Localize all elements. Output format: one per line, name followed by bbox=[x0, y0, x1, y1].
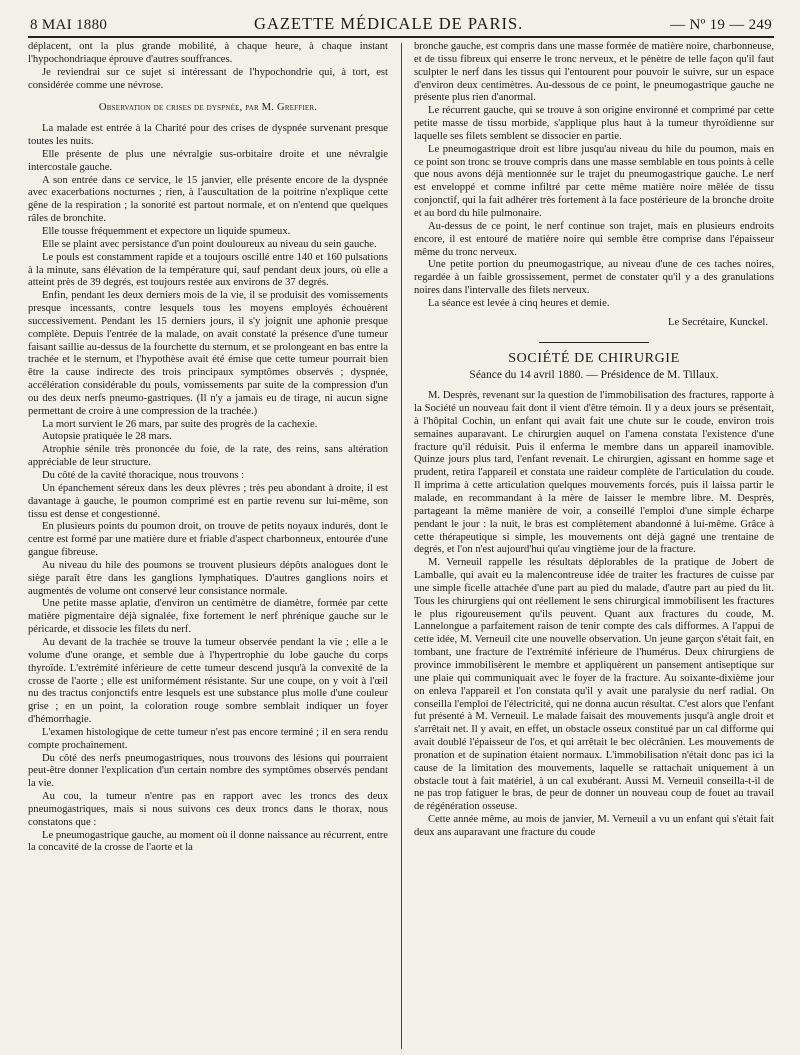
column-divider bbox=[401, 43, 402, 1049]
paragraph: Elle présente de plus une névralgie sus-orbitaire droite et une névralgie intercostale gauche. bbox=[28, 148, 388, 173]
paragraph: La malade est entrée à la Charité pour des crises de dyspnée survenant presque toutes les nuits. bbox=[28, 123, 388, 148]
page-header bbox=[28, 14, 774, 38]
paragraph: Atrophie sénile très prononcée du foie, de la rate, des reins, sans altération appréciable de leur structure. bbox=[28, 444, 388, 469]
paragraph: Le pneumogastrique droit est libre jusqu'au niveau du hile du poumon, mais en ce point son tronc se trouve compris dans une masse semblable en tous points à celle que nous avons déjà mentionnée sur le trajet du pneumogastrique gauche. Le nerf est enveloppé et comme infiltré par cette même matière noire mêlée de tissu conjonctif, qui la fait adhérer très fortement à la face postérieure de la bronche droite et au bord du hile pulmonaire. bbox=[414, 143, 774, 219]
session-line: Séance du 14 avril 1880. — Présidence de M. Tillaux. bbox=[469, 369, 719, 382]
paragraph: Le pouls est constamment rapide et a toujours oscillé entre 140 et 160 pulsations à la minute, sans élévation de la température qui, sauf pendant deux jours, où elle a atteint près de 39 degrés, est toujours restée aux environs de 37 degrés. bbox=[28, 251, 388, 289]
paragraph: Je reviendrai sur ce sujet si intéressant de l'hypochondrie qui, à tort, est considérée comme une névrose. bbox=[28, 66, 388, 91]
section-separator bbox=[539, 342, 649, 343]
paragraph: Une petite portion du pneumogastrique, au niveau d'une de ces taches noires, regardée à un faible grossissement, permet de constater qu'il y a des granulations noires dans l'intervalle des filets nerveux. bbox=[414, 259, 774, 297]
paragraph: Le pneumogastrique gauche, au moment où il donne naissance au récurrent, entre la concavité de la crosse de l'aorte et la bbox=[28, 829, 388, 854]
paragraph: Au devant de la trachée se trouve la tumeur observée pendant la vie ; elle a le volume d'une orange, et semble due à l'hypertrophie du lobe gauche du corps thyroïde. L'extrémité inférieure de cette tumeur descend jusqu'à la convexité de la crosse de l'aorte ; elle est uniformément résistante. Sur une coupe, on y voit à l'œil nu des tractus conjonctifs entre lesquels est une substance plus molle d'une couleur grise ; en un point, la coloration rouge sombre semblait indiquer un foyer d'hémorrhagie. bbox=[28, 636, 388, 726]
paragraph: Une petite masse aplatie, d'environ un centimètre de diamètre, formée par cette matière pigmentaire déjà signalée, fixe fortement le nerf phrénique gauche sur le péricarde, et dissocie les filets du nerf. bbox=[28, 598, 388, 636]
secretary-signature: Le Secrétaire, Kunckel. bbox=[668, 316, 768, 328]
paragraph: L'examen histologique de cette tumeur n'est pas encore terminé ; il en sera rendu compte prochainement. bbox=[28, 726, 388, 751]
paragraph: Cette année même, au mois de janvier, M. Verneuil a vu un enfant qui s'était fait deux ans auparavant une fracture du coude bbox=[414, 814, 774, 838]
autopsy-heading: Autopsie pratiquée le 28 mars. bbox=[42, 431, 172, 443]
paragraph: Au cou, la tumeur n'entre pas en rapport avec les troncs des deux pneumogastriques, mais si nous suivons ces deux troncs dans le thorax, nous constatons que : bbox=[28, 791, 388, 828]
paragraph: M. Verneuil rappelle les résultats déplorables de la pratique de Jobert de Lamballe, qui avait eu la malencontreuse idée de traiter les fractures de cuisse par une simple ficelle attachée d'une part au pied du malade, d'autre part au pied du lit. Tous les chirurgiens qui ont réellement le sens chirurgical immobilisent les fractures le plus rigoureusement qu'ils peuvent. Quant aux fractures du coude, M. Lannelongue a parfaitement raison de tenir compte des cals difformes. A l'appui de cette idée, M. Verneuil cite une nouvelle observation. Un jeune garçon s'était fait, en tombant, une fracture de l'extrémité inférieure de l'humérus. Deux chirurgiens de province immobilisèrent le membre et appliquèrent un pansement antiseptique sur une plaie qui communiquait avec le foyer de la fracture. Au soixante-dixième jour on enleva l'appareil et l'on constata qu'il y avait une paralysie du nerf radial. On conseilla l'emploi de l'électricité, qui ne donna aucun résultat. C'est alors que l'enfant fut présenté à M. Verneuil. Le malade faisait des mouvements jusqu'à angle droit et s'arrêtait net. Il y avait, en effet, un obstacle osseux constitué par un cal difforme qui avait doublé l'épaisseur de l'os, et qui arrêtait le bec olécrânien. Les mouvements de pronation et de supination étaient normaux. L'immobilisation n'était donc pas ici la cause de la limitation des mouvements, laquelle se rattachait uniquement à un obstacle tout à fait matériel, à un cal exubérant. Aussi M. Verneuil conseilla-t-il de ne pas trop fatiguer le bras, de peur de donner un nouveau coup de fouet au travail de régénération osseuse. bbox=[414, 557, 774, 813]
paragraph: Le récurrent gauche, qui se trouve à son origine environné et comprimé par cette petite masse de tissu morbide, s'applique plus haut à la tumeur thyroïdienne sur laquelle ses filets semblent se dissocier en partie. bbox=[414, 105, 774, 142]
paragraph: A son entrée dans ce service, le 15 janvier, elle présente encore de la dyspnée avec exacerbations nocturnes ; rien, à l'auscultation de la poitrine n'explique cette gêne de la respiration ; la sonorité est partout normale, et on n'entend que quelques râles de bronchite. bbox=[28, 174, 388, 225]
paragraph: Du côté des nerfs pneumogastriques, nous trouvons des lésions qui pourraient peut-être donner l'explication d'un certain nombre des symptômes observés pendant la vie. bbox=[28, 752, 388, 790]
paragraph: bronche gauche, est compris dans une masse formée de matière noire, charbonneuse, et de tissu fibreux qui enserre le tronc nerveux, et le pénètre de telle façon qu'il faut sculpter le nerf dans les tissus qui l'entourent pour pouvoir le suivre, sur un espace d'environ deux centimètres. Au-dessous de ce point, le pneumogastrique gauche ne présente plus rien d'anormal. bbox=[414, 41, 774, 104]
observation-title: Observation de crises de dyspnée, par M. Greffier. bbox=[98, 102, 318, 114]
issue-page-number: — Nº 19 — 249 bbox=[670, 17, 772, 33]
paragraph: En plusieurs points du poumon droit, on trouve de petits noyaux indurés, dont le centre est formé par une matière dure et friable d'aspect charbonneux, entourée d'une gangue fibreuse. bbox=[28, 521, 388, 559]
paragraph: La séance est levée à cinq heures et demie. bbox=[428, 297, 610, 309]
paragraph: Elle se plaint avec persistance d'un point douloureux au niveau du sein gauche. bbox=[42, 238, 377, 250]
paragraph: La mort survient le 26 mars, par suite des progrès de la cachexie. bbox=[42, 418, 318, 430]
left-column bbox=[28, 41, 388, 1049]
paragraph: M. Desprès, revenant sur la question de l'immobilisation des fractures, rapporte à la Société un nouveau fait dont il vient d'être témoin. Il y a deux jours se présentait, à l'hôpital Cochin, un enfant qui avait fait une chute sur le coude, environ trois semaines auparavant. Le chirurgien auquel on l'amena constata l'existence d'une fracture qu'il réduisit. Puis il enferma le membre dans un appareil inamovible. Quinze jours plus tard, l'enfant revenait. Le chirurgien, agissant en homme sage et prudent, retira l'appareil et constata une raideur complète de l'articulation du coude. Il imprima à cette articulation quelques mouvements forcés, puis il laissa partir le malade, en recommandant à la mère de laisser le membre libre. M. Desprès, partageant la même manière de voir, a conseillé l'emploi d'une simple écharpe pendant le jour : la nuit, le bras est complètement abandonné à lui-même. Grâce à cette thérapeutique si simple, les mouvements ont déjà gagné une trentaine de degrés, et l'on n'est aujourd'hui qu'au vingtième jour de la fracture. bbox=[414, 390, 774, 556]
paragraph: Elle tousse fréquemment et expectore un liquide spumeux. bbox=[42, 225, 291, 237]
article-columns bbox=[28, 41, 774, 1049]
section-title: SOCIÉTÉ DE CHIRURGIE bbox=[508, 350, 680, 366]
paragraph: Du côté de la cavité thoracique, nous trouvons : bbox=[42, 470, 245, 481]
paragraph: déplacent, ont la plus grande mobilité, à chaque heure, à chaque instant l'hypochondriaque éprouve d'autres souffrances. bbox=[28, 41, 388, 65]
paragraph: Au niveau du hile des poumons se trouvent plusieurs dépôts analogues dont le siège paraît être dans les ganglions lymphatiques. D'autres ganglions noirs et augmentés de volume ont conservé leur consistance normale. bbox=[28, 559, 388, 597]
paragraph: Un épanchement séreux dans les deux plèvres ; très peu abondant à droite, il est davantage à gauche, le poumon comprimé est en partie revenu sur lui-même, son tissu est dense et congestionné. bbox=[28, 482, 388, 520]
journal-title: GAZETTE MÉDICALE DE PARIS. bbox=[254, 14, 524, 33]
paragraph: Enfin, pendant les deux derniers mois de la vie, il se produisit des vomissements presque incessants, contre lesquels tous les moyens employés échouèrent successivement. Pendant les 15 derniers jours, il s'y joignit une aphonie presque complète. Depuis l'entrée de la malade, on avait constaté la présence d'une tumeur faisant saillie au-dessus de la fourchette du sternum, et se prolongeant en bas entre la trachée et le sternum, et l'hypothèse avait été émise que cette tumeur pourrait bien être la cause indirecte des trois principaux symptômes observés ; dyspnée, accélération considérable du pouls, vomissements par suite de la compression d'un ou des deux nerfs pneumo-gastriques. (Il n'y a jamais eu de tirage, ni aucun signe permettant de croire à une compression de la trachée.) bbox=[28, 290, 388, 417]
paragraph: Au-dessus de ce point, le nerf continue son trajet, mais en plusieurs endroits encore, il est entouré de matière noire qui semble être comprise dans l'épaisseur même du tronc nerveux. bbox=[414, 220, 774, 258]
issue-date: 8 MAI 1880 bbox=[30, 17, 108, 33]
right-column bbox=[414, 41, 774, 1049]
